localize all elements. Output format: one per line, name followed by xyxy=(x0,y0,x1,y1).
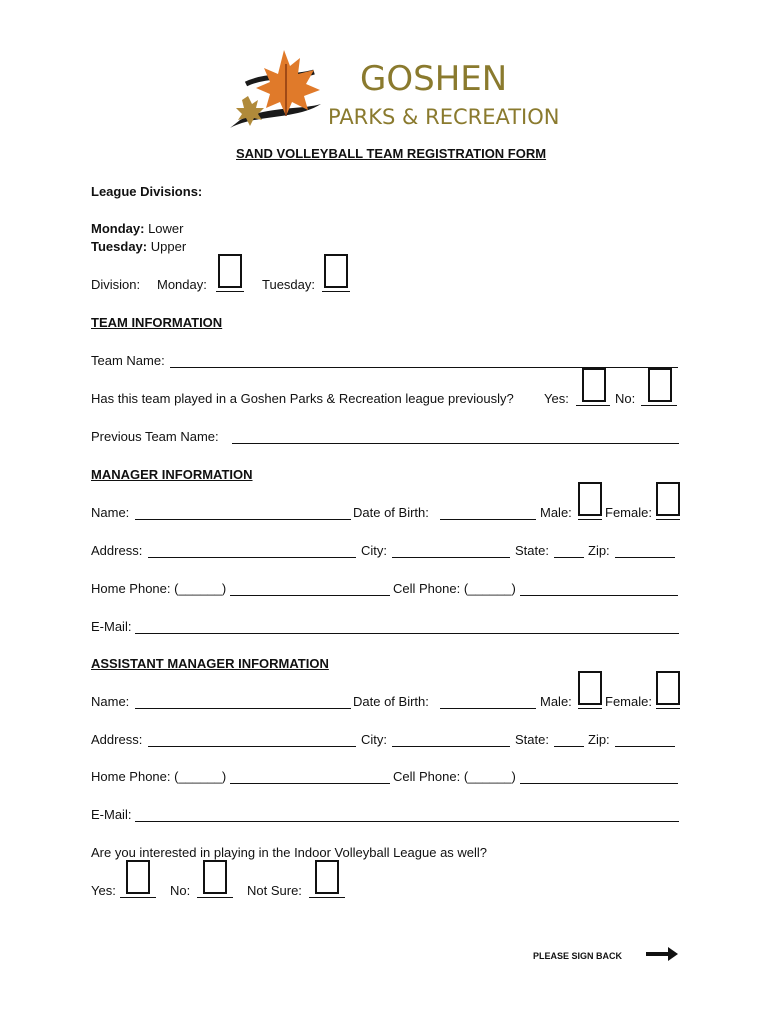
arrow-right-icon xyxy=(646,947,678,961)
team-name-label: Team Name: xyxy=(91,353,165,368)
tuesday-value: Upper xyxy=(150,239,187,254)
manager-state-label: State: xyxy=(515,543,549,558)
indoor-yes-line xyxy=(120,897,156,898)
monday-division-info xyxy=(91,221,184,237)
tuesday-label: Tuesday: xyxy=(91,239,148,254)
played-no-label: No: xyxy=(615,391,636,406)
manager-city-field[interactable] xyxy=(392,557,510,558)
division-monday-line xyxy=(216,291,244,292)
manager-home-phone-label: Home Phone: (______) xyxy=(91,581,227,596)
assistant-cell-phone-field[interactable] xyxy=(520,783,678,784)
indoor-not-sure-label: Not Sure: xyxy=(247,883,302,898)
assistant-zip-field[interactable] xyxy=(615,746,675,747)
manager-dob-label: Date of Birth: xyxy=(353,505,429,520)
division-label: Division: xyxy=(91,277,141,292)
assistant-female-checkbox[interactable] xyxy=(656,671,680,705)
manager-address-label: Address: xyxy=(91,543,143,558)
indoor-yes-label: Yes: xyxy=(91,883,116,898)
indoor-yes-checkbox[interactable] xyxy=(126,860,150,894)
division-tuesday-checkbox[interactable] xyxy=(324,254,348,288)
assistant-state-field[interactable] xyxy=(554,746,584,747)
indoor-not-sure-checkbox[interactable] xyxy=(315,860,339,894)
assistant-address-field[interactable] xyxy=(148,746,356,747)
manager-zip-field[interactable] xyxy=(615,557,675,558)
manager-info-heading: MANAGER INFORMATION xyxy=(91,467,253,482)
tuesday-division-info xyxy=(91,239,186,255)
assistant-zip-label: Zip: xyxy=(588,732,610,747)
previous-team-name-field[interactable] xyxy=(232,443,679,444)
manager-male-checkbox[interactable] xyxy=(578,482,602,516)
manager-dob-field[interactable] xyxy=(440,519,536,520)
form-title: SAND VOLLEYBALL TEAM REGISTRATION FORM xyxy=(236,146,547,161)
played-yes-line xyxy=(576,405,610,406)
assistant-dob-label: Date of Birth: xyxy=(353,694,429,709)
indoor-no-label: No: xyxy=(170,883,191,898)
manager-male-label: Male: xyxy=(540,505,572,520)
manager-state-field[interactable] xyxy=(554,557,584,558)
manager-address-field[interactable] xyxy=(148,557,356,558)
assistant-name-label: Name: xyxy=(91,694,130,709)
division-monday-label: Monday: xyxy=(157,277,207,292)
assistant-female-label: Female: xyxy=(605,694,652,709)
assistant-name-field[interactable] xyxy=(135,708,351,709)
division-tuesday-line xyxy=(322,291,350,292)
assistant-home-phone-field[interactable] xyxy=(230,783,390,784)
assistant-female-line xyxy=(656,708,680,709)
manager-city-label: City: xyxy=(361,543,387,558)
assistant-address-label: Address: xyxy=(91,732,143,747)
maple-leaf-logo-icon xyxy=(226,44,336,134)
played-no-line xyxy=(641,405,677,406)
assistant-male-checkbox[interactable] xyxy=(578,671,602,705)
manager-home-phone-field[interactable] xyxy=(230,595,390,596)
assistant-male-line xyxy=(578,708,602,709)
manager-female-line xyxy=(656,519,680,520)
manager-female-label: Female: xyxy=(605,505,652,520)
org-name: GOSHEN xyxy=(360,59,508,99)
assistant-state-label: State: xyxy=(515,732,549,747)
manager-cell-phone-label: Cell Phone: (______) xyxy=(393,581,516,596)
previous-team-name-label: Previous Team Name: xyxy=(91,429,219,444)
manager-zip-label: Zip: xyxy=(588,543,610,558)
assistant-home-phone-label: Home Phone: (______) xyxy=(91,769,227,784)
division-tuesday-label: Tuesday: xyxy=(262,277,315,292)
assistant-cell-phone-label: Cell Phone: (______) xyxy=(393,769,516,784)
manager-female-checkbox[interactable] xyxy=(656,482,680,516)
played-no-checkbox[interactable] xyxy=(648,368,672,402)
manager-name-label: Name: xyxy=(91,505,130,520)
played-yes-checkbox[interactable] xyxy=(582,368,606,402)
played-previously-question: Has this team played in a Goshen Parks & Recreation league previously? xyxy=(91,391,514,406)
league-divisions-heading: League Divisions: xyxy=(91,184,203,199)
indoor-not-sure-line xyxy=(309,897,345,898)
assistant-dob-field[interactable] xyxy=(440,708,536,709)
monday-label: Monday: xyxy=(91,221,145,236)
please-sign-back: PLEASE SIGN BACK xyxy=(533,951,623,961)
manager-email-field[interactable] xyxy=(135,633,679,634)
monday-value: Lower xyxy=(148,221,184,236)
assistant-info-heading: ASSISTANT MANAGER INFORMATION xyxy=(91,656,329,671)
assistant-city-label: City: xyxy=(361,732,387,747)
manager-email-label: E-Mail: xyxy=(91,619,132,634)
team-info-heading: TEAM INFORMATION xyxy=(91,315,223,330)
indoor-no-checkbox[interactable] xyxy=(203,860,227,894)
manager-male-line xyxy=(578,519,602,520)
assistant-email-field[interactable] xyxy=(135,821,679,822)
manager-name-field[interactable] xyxy=(135,519,351,520)
played-yes-label: Yes: xyxy=(544,391,569,406)
logo xyxy=(226,44,560,134)
assistant-city-field[interactable] xyxy=(392,746,510,747)
manager-cell-phone-field[interactable] xyxy=(520,595,678,596)
indoor-league-question: Are you interested in playing in the Indoor Volleyball League as well? xyxy=(91,845,488,860)
org-subtitle: PARKS & RECREATION xyxy=(328,105,560,129)
division-monday-checkbox[interactable] xyxy=(218,254,242,288)
indoor-no-line xyxy=(197,897,233,898)
assistant-male-label: Male: xyxy=(540,694,572,709)
assistant-email-label: E-Mail: xyxy=(91,807,132,822)
